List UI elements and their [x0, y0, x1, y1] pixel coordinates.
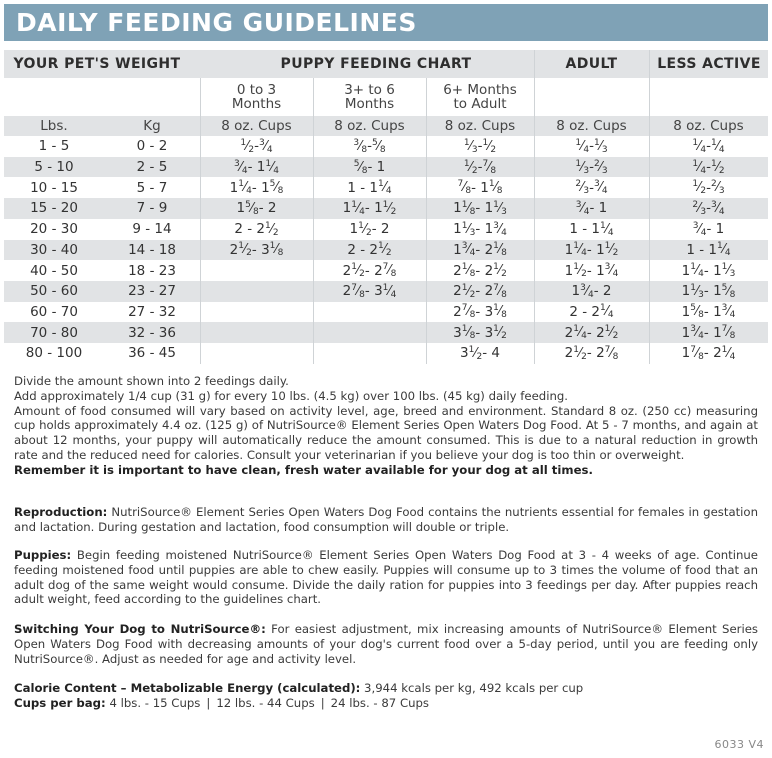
puppies-label: Puppies: — [14, 548, 72, 562]
cups-cell: 1 $^3$ ⁄ $_4$ - 1 $^7$ ⁄ $_8$ — [681, 324, 736, 342]
unit-header: 8 oz. Cups — [444, 118, 516, 134]
weight-cell: 9 - 14 — [132, 221, 172, 238]
table-row — [4, 157, 768, 178]
cups-cell: 2 $^1$ ⁄ $_2$ - 2 $^7$ ⁄ $_8$ — [564, 344, 619, 362]
cups-cell: 1 $^1$ ⁄ $_4$ - 1 $^1$ ⁄ $_2$ — [342, 199, 397, 217]
reproduction-text: NutriSource® Element Series Open Waters Dog Food contains the nutrients essential for females in gestation and lactation. During gestation and lactation, food consumption will double or triple. — [14, 505, 758, 534]
cups-cell: $^3$ ⁄ $_4$ - 1 — [575, 199, 608, 217]
cups-cell: 2 - 2 $^1$ ⁄ $_4$ — [569, 303, 614, 321]
cups-cell: 3 $^1$ ⁄ $_2$ - 4 — [460, 344, 500, 362]
header-row-ages — [4, 78, 768, 116]
header-row-units — [4, 116, 768, 136]
table-row — [4, 302, 768, 323]
feeding-notes — [14, 374, 758, 478]
cups-cell: 1 $^3$ ⁄ $_4$ - 2 — [571, 282, 612, 300]
cups-cell: 2 $^7$ ⁄ $_8$ - 3 $^1$ ⁄ $_4$ — [342, 282, 397, 300]
note-divide: Divide the amount shown into 2 feedings daily. — [14, 374, 289, 388]
product-code: 6033 V4 — [714, 738, 764, 751]
unit-header: Lbs. — [40, 118, 68, 134]
cups-cell: $^1$ ⁄ $_2$ - $^7$ ⁄ $_8$ — [463, 158, 497, 176]
water-reminder: Remember it is important to have clean, fresh water available for your dog at all times. — [14, 462, 593, 477]
cups-cell: $^3$ ⁄ $_8$ - $^5$ ⁄ $_8$ — [353, 137, 386, 155]
cups-cell: 1 $^1$ ⁄ $_4$ - 1 $^5$ ⁄ $_8$ — [229, 179, 284, 197]
cups-cell: 1 - 1 $^1$ ⁄ $_4$ — [347, 179, 392, 197]
table-row — [4, 343, 768, 364]
header-adult: ADULT — [565, 56, 618, 72]
cups-cell: 1 $^7$ ⁄ $_8$ - 2 $^1$ ⁄ $_4$ — [681, 344, 736, 362]
cups-cell: 3 $^1$ ⁄ $_8$ - 3 $^1$ ⁄ $_2$ — [453, 324, 507, 342]
weight-cell: 18 - 23 — [128, 262, 176, 279]
cups-cell: 2 $^7$ ⁄ $_8$ - 3 $^1$ ⁄ $_8$ — [453, 303, 507, 321]
cups-cell: 2 - 2 $^1$ ⁄ $_2$ — [234, 220, 279, 238]
cups-cell: 2 $^1$ ⁄ $_4$ - 2 $^1$ ⁄ $_2$ — [564, 324, 619, 342]
column-divider — [426, 78, 427, 364]
cups-cell: 1 - 1 $^1$ ⁄ $_4$ — [569, 220, 614, 238]
cups-cell: $^1$ ⁄ $_2$ - $^2$ ⁄ $_3$ — [692, 179, 725, 197]
table-row — [4, 240, 768, 261]
weight-cell: 0 - 2 — [136, 138, 168, 155]
table-row — [4, 219, 768, 240]
cups-cell — [313, 302, 426, 323]
cups-cell — [200, 281, 313, 302]
puppies-text: Begin feeding moistened NutriSource® Element Series Open Waters Dog Food at 3 - 4 weeks of age. Continue feeding moistened food until puppies are able to chew easily. Puppies will consume up to 3 times the volume of food that an adult dog of the same weight would consume. Divide the daily ration for puppies into 3 feedings per day. After puppies reach adult weight, feed according to the guidelines chart. — [14, 548, 758, 607]
cups-cell: 2 $^1$ ⁄ $_2$ - 2 $^7$ ⁄ $_8$ — [453, 282, 507, 300]
weight-cell: 32 - 36 — [128, 324, 176, 341]
page-title: DAILY FEEDING GUIDELINES — [4, 4, 768, 41]
cups-cell: 1 $^1$ ⁄ $_3$ - 1 $^3$ ⁄ $_4$ — [453, 220, 507, 238]
cups-item: 24 lbs. - 87 Cups — [330, 695, 430, 710]
weight-cell: 2 - 5 — [136, 159, 168, 176]
column-divider — [649, 50, 650, 364]
weight-cell: 80 - 100 — [25, 345, 83, 362]
header-age-3-6: 3+ to 6 Months — [344, 82, 395, 112]
weight-cell: 27 - 32 — [128, 303, 176, 320]
cups-label: Cups per bag: — [14, 695, 106, 710]
cups-cell: 1 $^1$ ⁄ $_3$ - 1 $^5$ ⁄ $_8$ — [681, 282, 736, 300]
switching-label: Switching Your Dog to NutriSource®: — [14, 622, 266, 636]
header-less-active: LESS ACTIVE — [657, 56, 761, 72]
cups-cell: 1 - 1 $^1$ ⁄ $_4$ — [686, 241, 731, 259]
note-water — [14, 463, 758, 478]
cups-cell: $^2$ ⁄ $_3$ - $^3$ ⁄ $_4$ — [575, 179, 608, 197]
unit-header: Kg — [143, 118, 161, 134]
cups-cell — [313, 322, 426, 343]
switching-section — [14, 622, 758, 666]
weight-cell: 40 - 50 — [30, 262, 78, 279]
weight-cell: 36 - 45 — [128, 345, 176, 362]
cups-cell: $^1$ ⁄ $_2$ - $^3$ ⁄ $_4$ — [240, 137, 273, 155]
weight-cell: 7 - 9 — [136, 200, 168, 217]
table-row — [4, 198, 768, 219]
unit-header: 8 oz. Cups — [334, 118, 405, 134]
unit-header: 8 oz. Cups — [556, 118, 627, 134]
cups-cell: $^3$ ⁄ $_4$ - 1 — [692, 220, 725, 238]
weight-cell: 5 - 10 — [34, 159, 74, 176]
calorie-paragraph — [14, 681, 758, 696]
weight-cell: 15 - 20 — [30, 200, 78, 217]
header-age-0-3: 0 to 3 Months — [231, 82, 282, 112]
column-divider — [313, 78, 314, 364]
cups-cell: $^3$ ⁄ $_4$ - 1 $^1$ ⁄ $_4$ — [233, 158, 280, 176]
table-row — [4, 322, 768, 343]
weight-cell: 5 - 7 — [136, 179, 168, 196]
puppies-section — [14, 548, 758, 607]
switching-paragraph — [14, 622, 758, 666]
note-add-cup: Add approximately 1/4 cup (31 g) for every 10 lbs. (4.5 kg) over 100 lbs. (45 kg) daily feeding. — [14, 388, 568, 403]
unit-header: 8 oz. Cups — [221, 118, 292, 134]
table-row — [4, 136, 768, 157]
cups-cell: $^1$ ⁄ $_3$ - $^1$ ⁄ $_2$ — [463, 137, 497, 155]
cups-cell: 1 $^1$ ⁄ $_4$ - 1 $^1$ ⁄ $_2$ — [564, 241, 619, 259]
cups-cell: 2 $^1$ ⁄ $_2$ - 3 $^1$ ⁄ $_8$ — [229, 241, 284, 259]
cups-cell: $^1$ ⁄ $_4$ - $^1$ ⁄ $_4$ — [692, 137, 725, 155]
cups-cell: 1 $^5$ ⁄ $_8$ - 1 $^3$ ⁄ $_4$ — [681, 303, 736, 321]
cups-cell: 2 $^1$ ⁄ $_2$ - 2 $^7$ ⁄ $_8$ — [342, 262, 397, 280]
weight-cell: 60 - 70 — [30, 303, 78, 320]
cups-paragraph — [14, 696, 758, 711]
header-age-6-adult: 6+ Months to Adult — [443, 82, 517, 112]
cups-separator: | — [206, 695, 211, 710]
calorie-label: Calorie Content – Metabolizable Energy (calculated): — [14, 681, 361, 695]
weight-cell: 1 - 5 — [38, 138, 70, 155]
column-divider — [534, 50, 535, 364]
cups-cell: 2 - 2 $^1$ ⁄ $_2$ — [347, 241, 392, 259]
reproduction-paragraph — [14, 505, 758, 535]
switching-text: For easiest adjustment, mix increasing amounts of NutriSource® Element Series Open Waters Dog Food with decreasing amounts of your dog's current food over a 5-day period, until you are feeding only NutriSource®. Adjust as needed for age and activity level. — [14, 622, 758, 666]
cups-cell: $^1$ ⁄ $_3$ - $^2$ ⁄ $_3$ — [575, 158, 608, 176]
calorie-text: 3,944 kcals per kg, 492 kcals per cup — [360, 681, 584, 695]
cups-cell: 1 $^3$ ⁄ $_4$ - 2 $^1$ ⁄ $_8$ — [453, 241, 507, 259]
cups-cell: 1 $^1$ ⁄ $_4$ - 1 $^1$ ⁄ $_3$ — [681, 262, 736, 280]
column-divider — [200, 78, 201, 364]
cups-cell — [200, 260, 313, 281]
header-puppy-chart: PUPPY FEEDING CHART — [280, 56, 472, 72]
weight-cell: 20 - 30 — [30, 221, 78, 238]
calorie-section — [14, 681, 758, 711]
cups-cell: $^7$ ⁄ $_8$ - 1 $^1$ ⁄ $_8$ — [457, 179, 503, 197]
reproduction-label: Reproduction: — [14, 505, 108, 519]
header-pet-weight: YOUR PET'S WEIGHT — [13, 56, 181, 72]
cups-cell: 1 $^1$ ⁄ $_2$ - 1 $^3$ ⁄ $_4$ — [564, 262, 619, 280]
cups-cell: $^5$ ⁄ $_8$ - 1 — [353, 158, 386, 176]
puppies-paragraph — [14, 548, 758, 607]
header-row-sections — [4, 50, 768, 78]
cups-cell — [200, 322, 313, 343]
weight-cell: 23 - 27 — [128, 283, 176, 300]
weight-cell: 14 - 18 — [128, 241, 176, 258]
table-row — [4, 177, 768, 198]
weight-cell: 50 - 60 — [30, 283, 78, 300]
weight-cell: 30 - 40 — [30, 241, 78, 258]
cups-item: 12 lbs. - 44 Cups — [216, 695, 315, 710]
cups-cell — [200, 343, 313, 364]
reproduction-section — [14, 505, 758, 535]
table-row — [4, 281, 768, 302]
cups-cell: $^2$ ⁄ $_3$ - $^3$ ⁄ $_4$ — [692, 199, 725, 217]
cups-separator: | — [320, 695, 325, 710]
cups-item: 4 lbs. - 15 Cups — [109, 695, 201, 710]
weight-cell: 10 - 15 — [30, 179, 78, 196]
cups-cell: 1 $^1$ ⁄ $_8$ - 1 $^1$ ⁄ $_3$ — [453, 199, 507, 217]
cups-cell: 1 $^1$ ⁄ $_2$ - 2 — [349, 220, 390, 238]
cups-cell — [200, 302, 313, 323]
weight-cell: 70 - 80 — [30, 324, 78, 341]
cups-cell: 2 $^1$ ⁄ $_8$ - 2 $^1$ ⁄ $_2$ — [453, 262, 507, 280]
cups-cell — [313, 343, 426, 364]
cups-cell: 1 $^5$ ⁄ $_8$ - 2 — [236, 199, 277, 217]
unit-header: 8 oz. Cups — [673, 118, 744, 134]
note-amount: Amount of food consumed will vary based on activity level, age, breed and environment. Standard 8 oz. (250 cc) measuring cup holds approximately 4.4 oz. (125 g) of NutriSource® Element Series Open Waters Dog Food. At 5 - 7 months, and again at about 12 months, your puppy will automatically reduce the amount consumed. This is due to a natural reduction in growth rate and the reduced need for calories. Consult your veterinarian if you believe your dog is too thin or overweight. — [14, 403, 758, 462]
cups-cell: $^1$ ⁄ $_4$ - $^1$ ⁄ $_3$ — [575, 137, 608, 155]
table-row — [4, 260, 768, 281]
cups-cell: $^1$ ⁄ $_4$ - $^1$ ⁄ $_2$ — [692, 158, 725, 176]
